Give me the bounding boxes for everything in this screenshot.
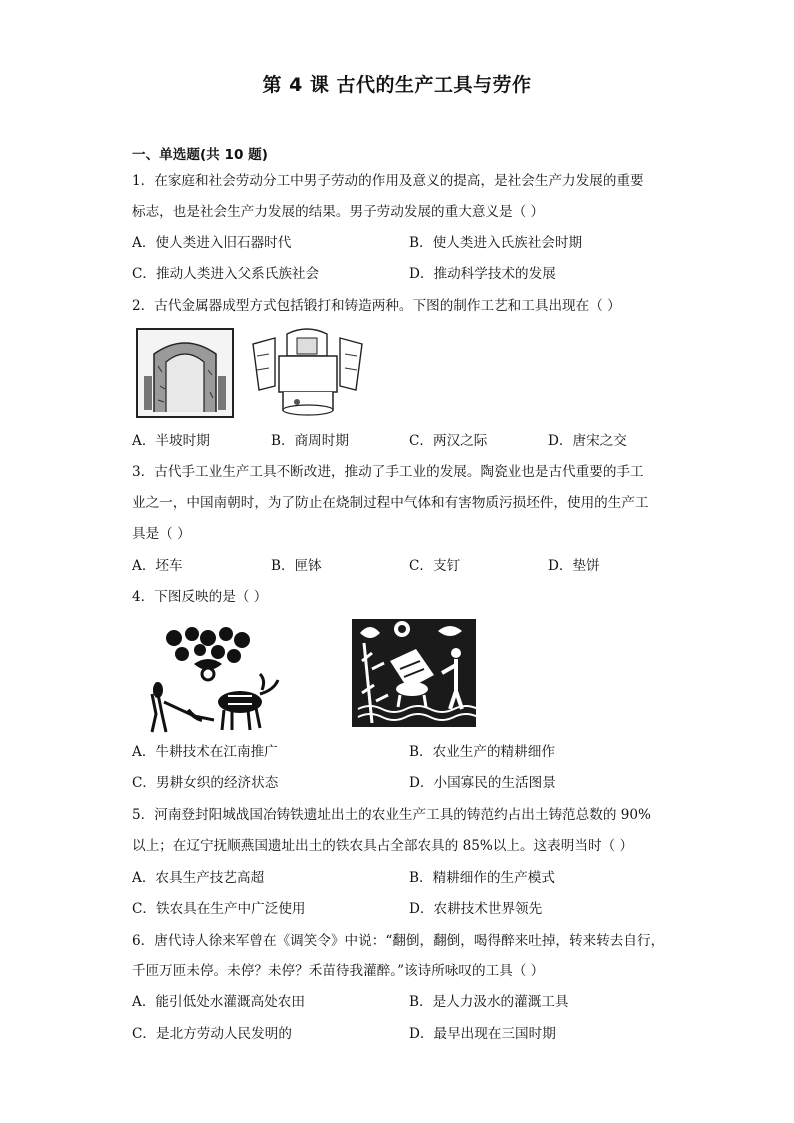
question-6-option-b[interactable]: B．是人力汲水的灌溉工具 <box>409 994 569 1010</box>
question-2-option-d[interactable]: D．唐宋之交 <box>548 433 627 449</box>
question-2-option-b[interactable]: B．商周时期 <box>271 433 349 449</box>
question-1-option-d[interactable]: D．推动科学技术的发展 <box>409 266 556 282</box>
mold-right-figure <box>245 326 370 418</box>
question-4-option-d[interactable]: D．小国寡民的生活图景 <box>409 775 556 791</box>
question-3-line-3: 具是（ ） <box>132 526 191 542</box>
question-6-option-a[interactable]: A．能引低处水灌溉高处农田 <box>132 994 305 1010</box>
question-1-option-c[interactable]: C．推动人类进入父系氏族社会 <box>132 266 320 282</box>
question-6-line-2: 千匝万匝未停。未停？未停？禾苗待我灌醉。”该诗所咏叹的工具（ ） <box>132 963 545 979</box>
question-1-option-a[interactable]: A．使人类进入旧石器时代 <box>132 235 292 251</box>
question-4-line-1: 4．下图反映的是（ ） <box>132 589 268 605</box>
question-3-option-d[interactable]: D．垫饼 <box>548 558 600 574</box>
question-3-line-1: 3．古代手工业生产工具不断改进，推动了手工业的发展。陶瓷业也是古代重要的手工 <box>132 464 644 480</box>
question-2-line-1: 2．古代金属器成型方式包括锻打和铸造两种。下图的制作工艺和工具出现在（ ） <box>132 298 621 314</box>
question-3-line-2: 业之一，中国南朝时，为了防止在烧制过程中气体和有害物质污损坯件，使用的生产工 <box>132 495 649 511</box>
question-6-line-1: 6．唐代诗人徐来军曾在《调笑令》中说：“翻倒，翻倒，喝得醉来吐掉，转来转去自行， <box>132 933 665 949</box>
question-1-line-2: 标志，也是社会生产力发展的结果。男子劳动发展的重大意义是（ ） <box>132 204 545 220</box>
question-6-option-c[interactable]: C．是北方劳动人民发明的 <box>132 1026 292 1042</box>
ox-plowing-figure <box>134 624 282 734</box>
question-4-option-c[interactable]: C．男耕女织的经济状态 <box>132 775 279 791</box>
section-heading: 一、单选题(共 10 题) <box>132 147 268 163</box>
question-5-line-1: 5．河南登封阳城战国冶铸铁遗址出土的农业生产工具的铸范约占出土铸范总数的 90% <box>132 807 651 823</box>
question-5-option-b[interactable]: B．精耕细作的生产模式 <box>409 870 555 886</box>
question-3-option-c[interactable]: C．支钉 <box>409 558 461 574</box>
question-5-option-c[interactable]: C．铁农具在生产中广泛使用 <box>132 901 306 917</box>
page-title: 第 4 课 古代的生产工具与劳作 <box>262 74 532 96</box>
question-2-option-a[interactable]: A．半坡时期 <box>132 433 210 449</box>
question-5-line-2: 以上；在辽宁抚顺燕国遗址出土的铁农具占全部农具的 85%以上。这表明当时（ ） <box>132 838 634 854</box>
question-2-option-c[interactable]: C．两汉之际 <box>409 433 488 449</box>
question-4-option-b[interactable]: B．农业生产的精耕细作 <box>409 744 555 760</box>
question-5-option-d[interactable]: D．农耕技术世界领先 <box>409 901 543 917</box>
farming-scene-figure <box>350 613 478 731</box>
mold-left-figure <box>134 326 236 420</box>
question-4-option-a[interactable]: A．牛耕技术在江南推广 <box>132 744 278 760</box>
question-5-option-a[interactable]: A．农具生产技艺高超 <box>132 870 265 886</box>
question-1-line-1: 1．在家庭和社会劳动分工中男子劳动的作用及意义的提高，是社会生产力发展的重要 <box>132 173 644 189</box>
question-3-option-a[interactable]: A．坯车 <box>132 558 183 574</box>
question-6-option-d[interactable]: D．最早出现在三国时期 <box>409 1026 556 1042</box>
question-3-option-b[interactable]: B．匣钵 <box>271 558 322 574</box>
question-1-option-b[interactable]: B．使人类进入氏族社会时期 <box>409 235 583 251</box>
